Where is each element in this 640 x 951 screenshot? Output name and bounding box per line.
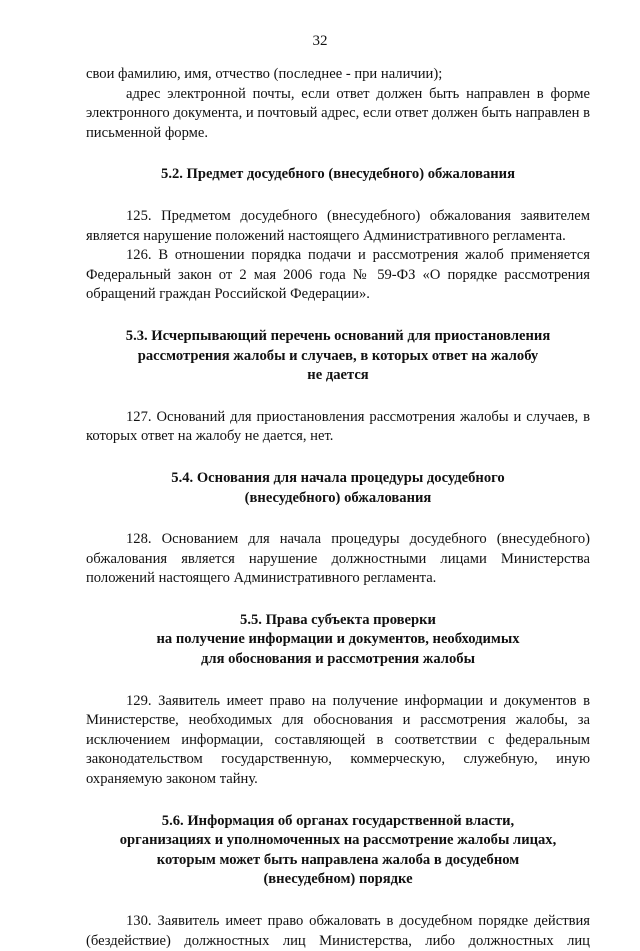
section-gap [86,508,590,530]
section-heading [86,812,590,890]
section-heading-line: 5.4. Основания для начала процедуры досудебного [171,469,505,486]
paragraph: 125. Предметом досудебного (внесудебного) обжалования заявителем является нарушение положений настоящего Административного регламента. [86,207,590,244]
paragraph: свои фамилию, имя, отчество (последнее - при наличии); [86,66,443,82]
paragraph: 126. В отношении порядка подачи и рассмотрения жалоб применяется Федеральный закон от 2 мая 2006 года № 59-ФЗ «О порядке рассмотрения обращений граждан Российской Федерации». [86,247,590,303]
section-heading-line: которым может быть направлена жалоба в досудебном [156,851,520,868]
paragraph: 128. Основанием для начала процедуры досудебного (внесудебного) обжалования является нарушение должностными лицами Министерства положений настоящего Административного регламента. [86,531,590,587]
section-heading-line: 5.3. Исчерпывающий перечень оснований для приостановления [125,327,551,344]
section-gap [86,890,590,912]
paragraph: 127. Оснований для приостановления рассмотрения жалобы и случаев, в которых ответ на жалобу не дается, нет. [86,408,590,445]
section-heading-line: 5.2. Предмет досудебного (внесудебного) обжалования [161,166,515,183]
section-heading-line: (внесудебном) порядке [263,871,413,888]
section-gap [86,305,590,327]
section-heading-line: для обоснования и рассмотрения жалобы [201,651,475,668]
section-heading-line: не дается [307,367,369,384]
section-heading-line: организациях и уполномоченных на рассмотрение жалобы лицах, [119,832,557,849]
paragraph: 129. Заявитель имеет право на получение информации и документов в Министерстве, необходимых для обоснования и рассмотрения жалобы, за исключением информации, составляющей в соответствии с федеральным законодательством государственную, коммерческую, служебную, иную охраняемую законом тайну. [86,692,590,788]
section-heading [86,165,590,185]
section-heading-line: (внесудебного) обжалования [244,489,432,506]
section-gap [86,790,590,812]
section-heading-line: 5.6. Информация об органах государственной власти, [161,812,515,829]
paragraph: 130. Заявитель имеет право обжаловать в досудебном порядке действия (бездействие) должностных лиц Министерства, либо должностных лиц [86,913,590,949]
document-body [86,65,590,951]
section-heading-line: 5.5. Права субъекта проверки [240,611,436,628]
paragraph: адрес электронной почты, если ответ должен быть направлен в форме электронного документа, и почтовый адрес, если ответ должен быть направлен в письменной форме. [86,85,590,141]
section-heading-line: на получение информации и документов, необходимых [156,631,520,648]
section-gap [86,670,590,692]
section-heading [86,327,590,386]
section-gap [86,185,590,207]
section-heading [86,469,590,508]
section-gap [86,143,590,165]
page-number: 32 [312,33,328,49]
section-heading-line: рассмотрения жалобы и случаев, в которых ответ на жалобу [137,347,539,364]
section-gap [86,447,590,469]
section-gap [86,386,590,408]
section-gap [86,589,590,611]
section-heading [86,611,590,670]
